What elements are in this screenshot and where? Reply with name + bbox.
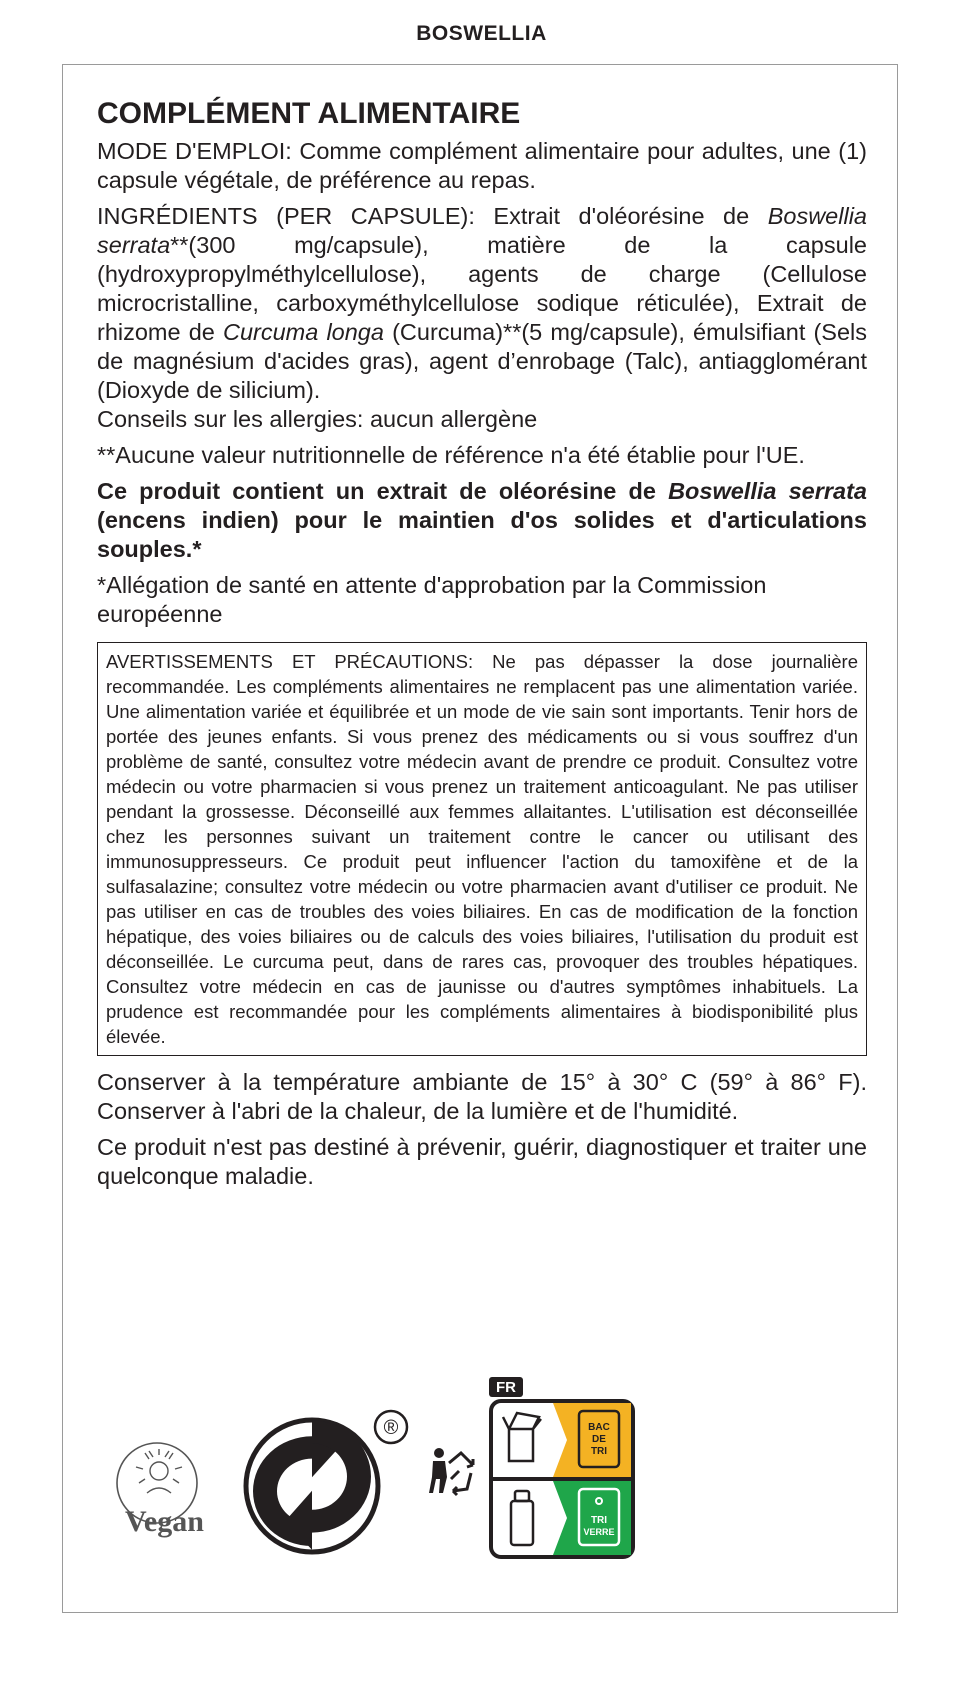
claim-note: *Allégation de santé en attente d'approbation par la Commission européenne xyxy=(97,571,767,627)
claim-part-1: Ce produit contient un extrait de oléorésine de xyxy=(97,477,669,504)
product-name: BOSWELLIA xyxy=(416,22,547,45)
nrv-note: **Aucune valeur nutritionnelle de référence n'a été établie pour l'UE. xyxy=(97,441,805,468)
label-title: COMPLÉMENT ALIMENTAIRE xyxy=(97,97,521,130)
claim-part-2: (encens indien) pour le maintien d'os solides et d'articulations souples.* xyxy=(97,506,867,562)
ingredients xyxy=(97,202,867,405)
logos-row xyxy=(63,1375,899,1595)
registered-icon xyxy=(373,1409,409,1445)
label-content xyxy=(97,95,867,1191)
mode-emploi: MODE D'EMPLOI: Comme complément alimentaire pour adultes, une (1) capsule végétale, de préférence au repas. xyxy=(97,137,867,193)
bin-yellow-line-2: DE xyxy=(592,1434,606,1445)
ingredients-part-3: (Curcuma)**(5 mg/capsule), émulsifiant (Sels de magnésium d'acides gras), agent d’enrobage (Talc), antiagglomérant (Dioxyde de silicium). xyxy=(97,318,868,403)
triman-icon xyxy=(423,1441,479,1501)
registered-mark: ® xyxy=(383,1417,399,1439)
bin-yellow-line-1: BAC xyxy=(588,1422,610,1433)
bin-green-line-2: VERRE xyxy=(583,1527,615,1537)
label-panel xyxy=(62,64,898,1613)
storage-instructions: Conserver à la température ambiante de 15° à 30° C (59° à 86° F). Conserver à l'abri de la chaleur, de la lumière et de l'humidité. xyxy=(97,1068,867,1124)
disclaimer: Ce produit n'est pas destiné à prévenir, guérir, diagnostiquer et traiter une quelconque maladie. xyxy=(97,1133,867,1189)
ingredients-part-1: INGRÉDIENTS (PER CAPSULE): Extrait d'oléorésine de xyxy=(97,202,768,229)
species-boswellia: Boswellia serrata xyxy=(97,202,867,258)
info-tri-logo xyxy=(487,1375,637,1561)
green-dot-icon xyxy=(243,1417,381,1555)
ingredients-part-2: **(300 mg/capsule), matière de la capsule (hydroxypropylméthylcellulose), agents de charge (Cellulose microcristalline, carboxyméthylcellulose sodique réticulée), Extrait de rhizome de xyxy=(97,231,867,345)
species-curcuma: Curcuma longa xyxy=(222,318,384,345)
allergy-advice: Conseils sur les allergies: aucun allergène xyxy=(97,405,538,432)
bin-green-line-1: TRI xyxy=(590,1515,608,1526)
health-claim xyxy=(97,477,867,564)
claim-species: Boswellia serrata xyxy=(668,477,867,504)
bin-yellow-line-3: TRI xyxy=(590,1446,608,1457)
vegan-sunflower-icon xyxy=(107,1435,225,1545)
vegan-text: Vegan xyxy=(125,1505,204,1538)
country-badge: FR xyxy=(496,1379,516,1396)
warnings-box: AVERTISSEMENTS ET PRÉCAUTIONS: Ne pas dépasser la dose journalière recommandée. Les compléments alimentaires ne remplacent pas une alimentation variée. Une alimentation variée et équilibrée et un mode de vie sain sont importants. Tenir hors de portée des jeunes enfants. Si vous prenez des médicaments ou si vous souffrez d'un problème de santé, consultez votre médecin avant de prendre ce produit. Consultez votre médecin ou votre pharmacien si vous prenez un traitement anticoagulant. Ne pas utiliser pendant la grossesse. Déconseillé aux femmes allaitantes. L'utilisation est déconseillée chez les personnes suivant un traitement contre le cancer ou utilisant des immunosuppresseurs. Ce produit peut influencer l'action du tamoxifène et de la sulfasalazine; consultez votre médecin ou votre pharmacien avant d'utiliser ce produit. Ne pas utiliser en cas de troubles des voies biliaires. En cas de modification de la fonction hépatique, des voies biliaires ou de calculs des voies biliaires, l'utilisation du produit est déconseillée. Le curcuma peut, dans de rares cas, provoquer des troubles hépatiques. Consultez votre médecin en cas de jaunisse ou d'autres symptômes inhabituels. La prudence est recommandée pour les compléments alimentaires à biodisponibilité plus élevée. xyxy=(97,642,867,1056)
